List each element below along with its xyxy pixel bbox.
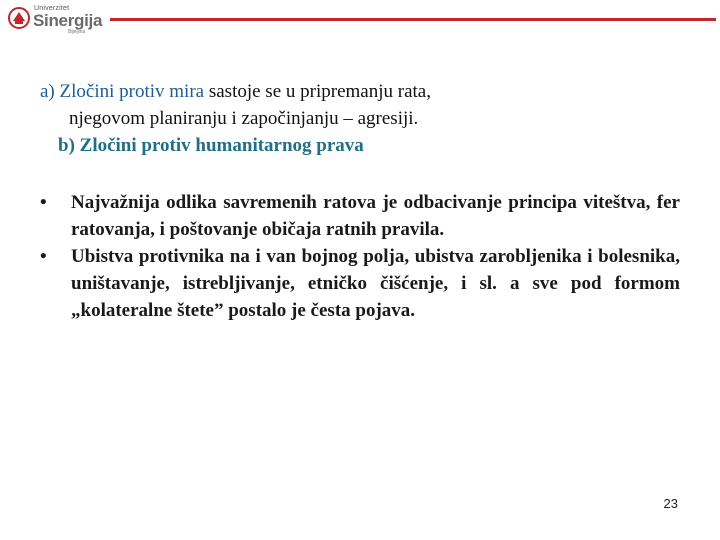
list-item-text: Najvažnija odlika savremenih ratova je odbacivanje principa viteštva, fer ratovanja, i poštovanje običaja ratnih pravila.: [71, 192, 680, 240]
logo-top-text: Univerzitet: [34, 5, 70, 12]
header-divider-line: [110, 18, 716, 21]
paragraph-a: [40, 78, 680, 132]
paragraph-a-text-line2: njegovom planiranju i započinjanju – agresiji.: [69, 108, 419, 129]
slide-body: [40, 78, 680, 324]
bullet-icon: •: [40, 192, 47, 213]
paragraph-a-text-line1: sastoje se u pripremanju rata,: [204, 81, 431, 102]
logo-emblem-icon: [8, 7, 30, 29]
logo-sub-text: Bijeljina: [68, 29, 86, 35]
list-item-text: Ubistva protivnika na i van bojnog polja, ubistva zarobljenika i bolesnika, uništavanje, istrebljivanje, etničko čišćenje, i sl. a sve pod formom „kolateralne štete” postalo je česta pojava.: [71, 246, 680, 321]
slide-header: [0, 0, 720, 38]
bullet-icon: •: [40, 246, 47, 267]
list-item: [40, 243, 680, 324]
page-number: 23: [663, 496, 678, 511]
paragraph-b: b) Zločini protiv humanitarnog prava: [58, 135, 364, 156]
university-logo: [8, 4, 103, 35]
bullet-list: [40, 189, 680, 324]
paragraph-a-label: a) Zločini protiv mira: [40, 81, 205, 102]
list-item: [40, 189, 680, 243]
logo-name: Sinergija: [33, 11, 103, 30]
